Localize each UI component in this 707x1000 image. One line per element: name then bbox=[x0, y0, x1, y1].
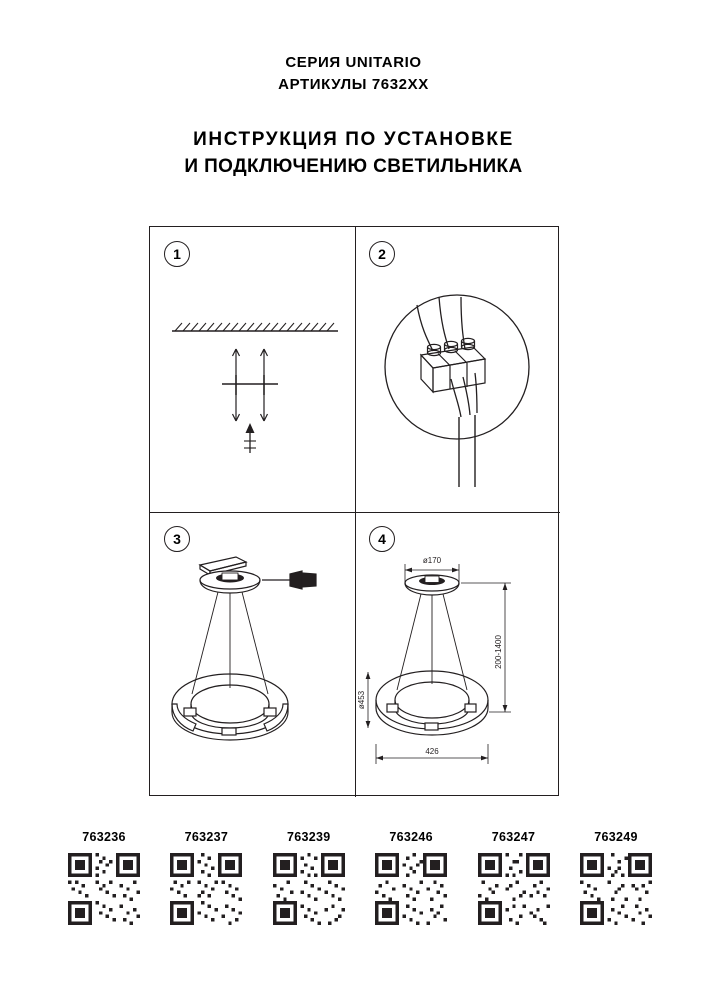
qr-code[interactable] bbox=[478, 853, 550, 925]
step-4-illustration bbox=[355, 512, 560, 797]
step-3-illustration bbox=[150, 512, 355, 797]
product-code-label: 763247 bbox=[491, 830, 536, 844]
list-item bbox=[367, 830, 455, 925]
qr-code[interactable] bbox=[273, 853, 345, 925]
steps-grid bbox=[149, 226, 559, 796]
step-number-badge-1: 1 bbox=[164, 241, 190, 267]
step-cell-2 bbox=[355, 227, 560, 512]
suspension-height-label: 200-1400 bbox=[494, 635, 503, 669]
series-title: СЕРИЯ UNITARIO bbox=[285, 54, 422, 71]
qr-code[interactable] bbox=[375, 853, 447, 925]
product-code-label: 763237 bbox=[184, 830, 229, 844]
list-item bbox=[572, 830, 660, 925]
step-cell-3 bbox=[150, 512, 355, 797]
page-title-line2: И ПОДКЛЮЧЕНИЮ СВЕТИЛЬНИКА bbox=[184, 156, 523, 177]
product-code-label: 763249 bbox=[594, 830, 638, 844]
product-code-label: 763239 bbox=[287, 830, 331, 844]
step-cell-1 bbox=[150, 227, 355, 512]
qr-code[interactable] bbox=[170, 853, 242, 925]
product-code-label: 763236 bbox=[82, 830, 126, 844]
ring-diameter-label: ø453 bbox=[357, 690, 366, 710]
canopy-diameter-label: ø170 bbox=[422, 556, 442, 565]
step-1-illustration bbox=[150, 227, 355, 512]
step-number-badge-3: 3 bbox=[164, 526, 190, 552]
ring-width-label: 426 bbox=[425, 747, 439, 756]
step-number-badge-2: 2 bbox=[369, 241, 395, 267]
step-number-badge-4: 4 bbox=[369, 526, 395, 552]
header bbox=[0, 52, 707, 96]
product-code-list bbox=[60, 830, 660, 925]
article-numbers: АРТИКУЛЫ 7632XX bbox=[278, 76, 429, 93]
list-item bbox=[162, 830, 250, 925]
product-code-label: 763246 bbox=[389, 830, 433, 844]
step-cell-4 bbox=[355, 512, 560, 797]
qr-code[interactable] bbox=[580, 853, 652, 925]
list-item bbox=[265, 830, 353, 925]
page-title-line1: ИНСТРУКЦИЯ ПО УСТАНОВКЕ bbox=[193, 129, 514, 150]
qr-code[interactable] bbox=[68, 853, 140, 925]
list-item bbox=[470, 830, 558, 925]
page-title bbox=[0, 126, 707, 180]
list-item bbox=[60, 830, 148, 925]
step-2-illustration bbox=[355, 227, 560, 512]
